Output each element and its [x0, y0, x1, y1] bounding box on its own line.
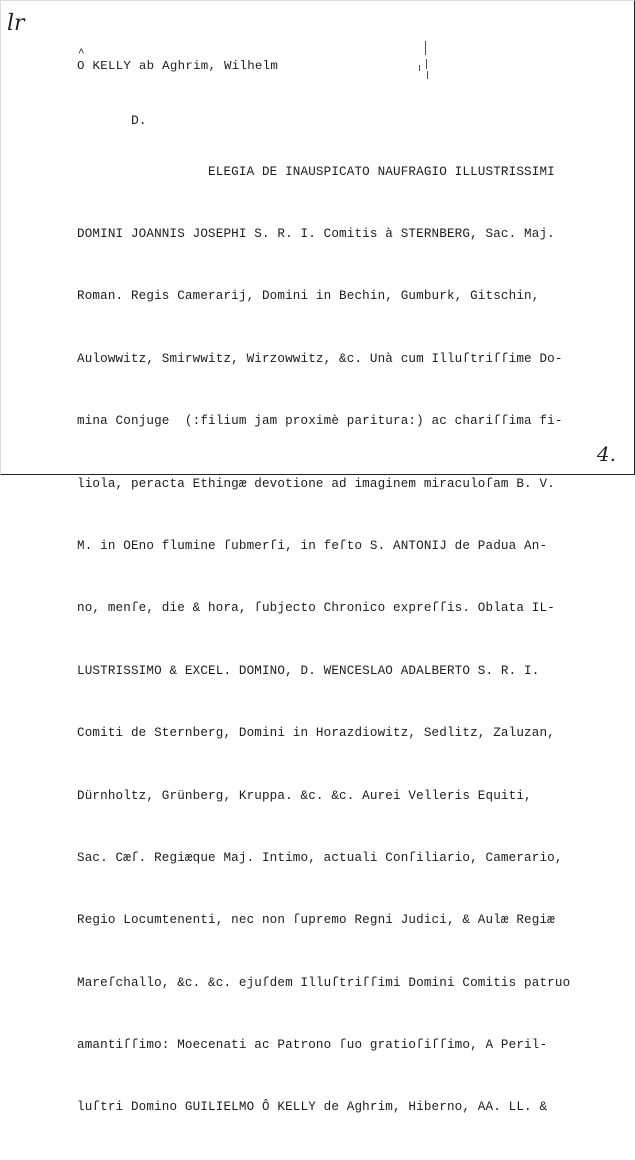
card-heading	[77, 59, 278, 73]
body-line: Sac. Cæſ. Regiæque Maj. Intimo, actuali Conſiliario, Camerario,	[77, 850, 563, 865]
heading-rest: KELLY ab Aghrim, Wilhelm	[84, 59, 279, 73]
body-line: LUSTRISSIMO & EXCEL. DOMINO, D. WENCESLAO ADALBERTO S. R. I.	[77, 663, 540, 678]
body-line: DOMINI JOANNIS JOSEPHI S. R. I. Comitis à STERNBERG, Sac. Maj.	[77, 226, 555, 241]
body-line: liola, peracta Ethingæ devotione ad imaginem miraculoſam B. V.	[77, 476, 555, 491]
body-line: Roman. Regis Camerarij, Domini in Bechin, Gumburk, Gitschin,	[77, 289, 540, 304]
body-line: mina Conjuge (:filium jam proximè paritura:) ac chariſſima fi-	[77, 414, 563, 429]
body-line: Mareſchallo, &c. &c. ejuſdem Illuſtriſſimi Domini Comitis patruo	[77, 975, 571, 990]
body-line: Dürnholtz, Grünberg, Kruppa. &c. &c. Aurei Velleris Equiti,	[77, 788, 532, 803]
body-line: luſtri Domino GUILIELMO Ô KELLY de Aghrim, Hiberno, AA. LL. &	[77, 1100, 548, 1115]
body-line: Comiti de Sternberg, Domini in Horazdiowitz, Sedlitz, Zaluzan,	[77, 726, 555, 741]
body-line: Aulowwitz, Smirwwitz, Wirzowwitz, &c. Unà cum Illuſtriſſime Do-	[77, 351, 563, 366]
heading-prefix: ^ O	[77, 59, 85, 73]
stray-pen-marks	[419, 41, 433, 81]
body-line: M. in OEno flumine ſubmerſi, in feſto S. ANTONIJ de Padua An-	[77, 538, 548, 553]
card-body	[77, 120, 597, 1160]
body-line: no, menſe, die & hora, ſubjecto Chronico expreſſis. Oblata IL-	[77, 601, 555, 616]
handwritten-annotation-bottom: 4.	[596, 442, 616, 466]
handwritten-insertion: D.	[131, 113, 147, 128]
body-line: Regio Locumtenenti, nec non ſupremo Regni Judici, & Aulæ Regiæ	[77, 913, 555, 928]
handwritten-annotation-top: lr	[7, 11, 25, 36]
body-line: ELEGIA DE INAUSPICATO NAUFRAGIO ILLUSTRISSIMI	[77, 164, 555, 179]
body-line: amantiſſimo: Moecenati ac Patrono ſuo gratioſiſſimo, A Peril-	[77, 1038, 548, 1053]
